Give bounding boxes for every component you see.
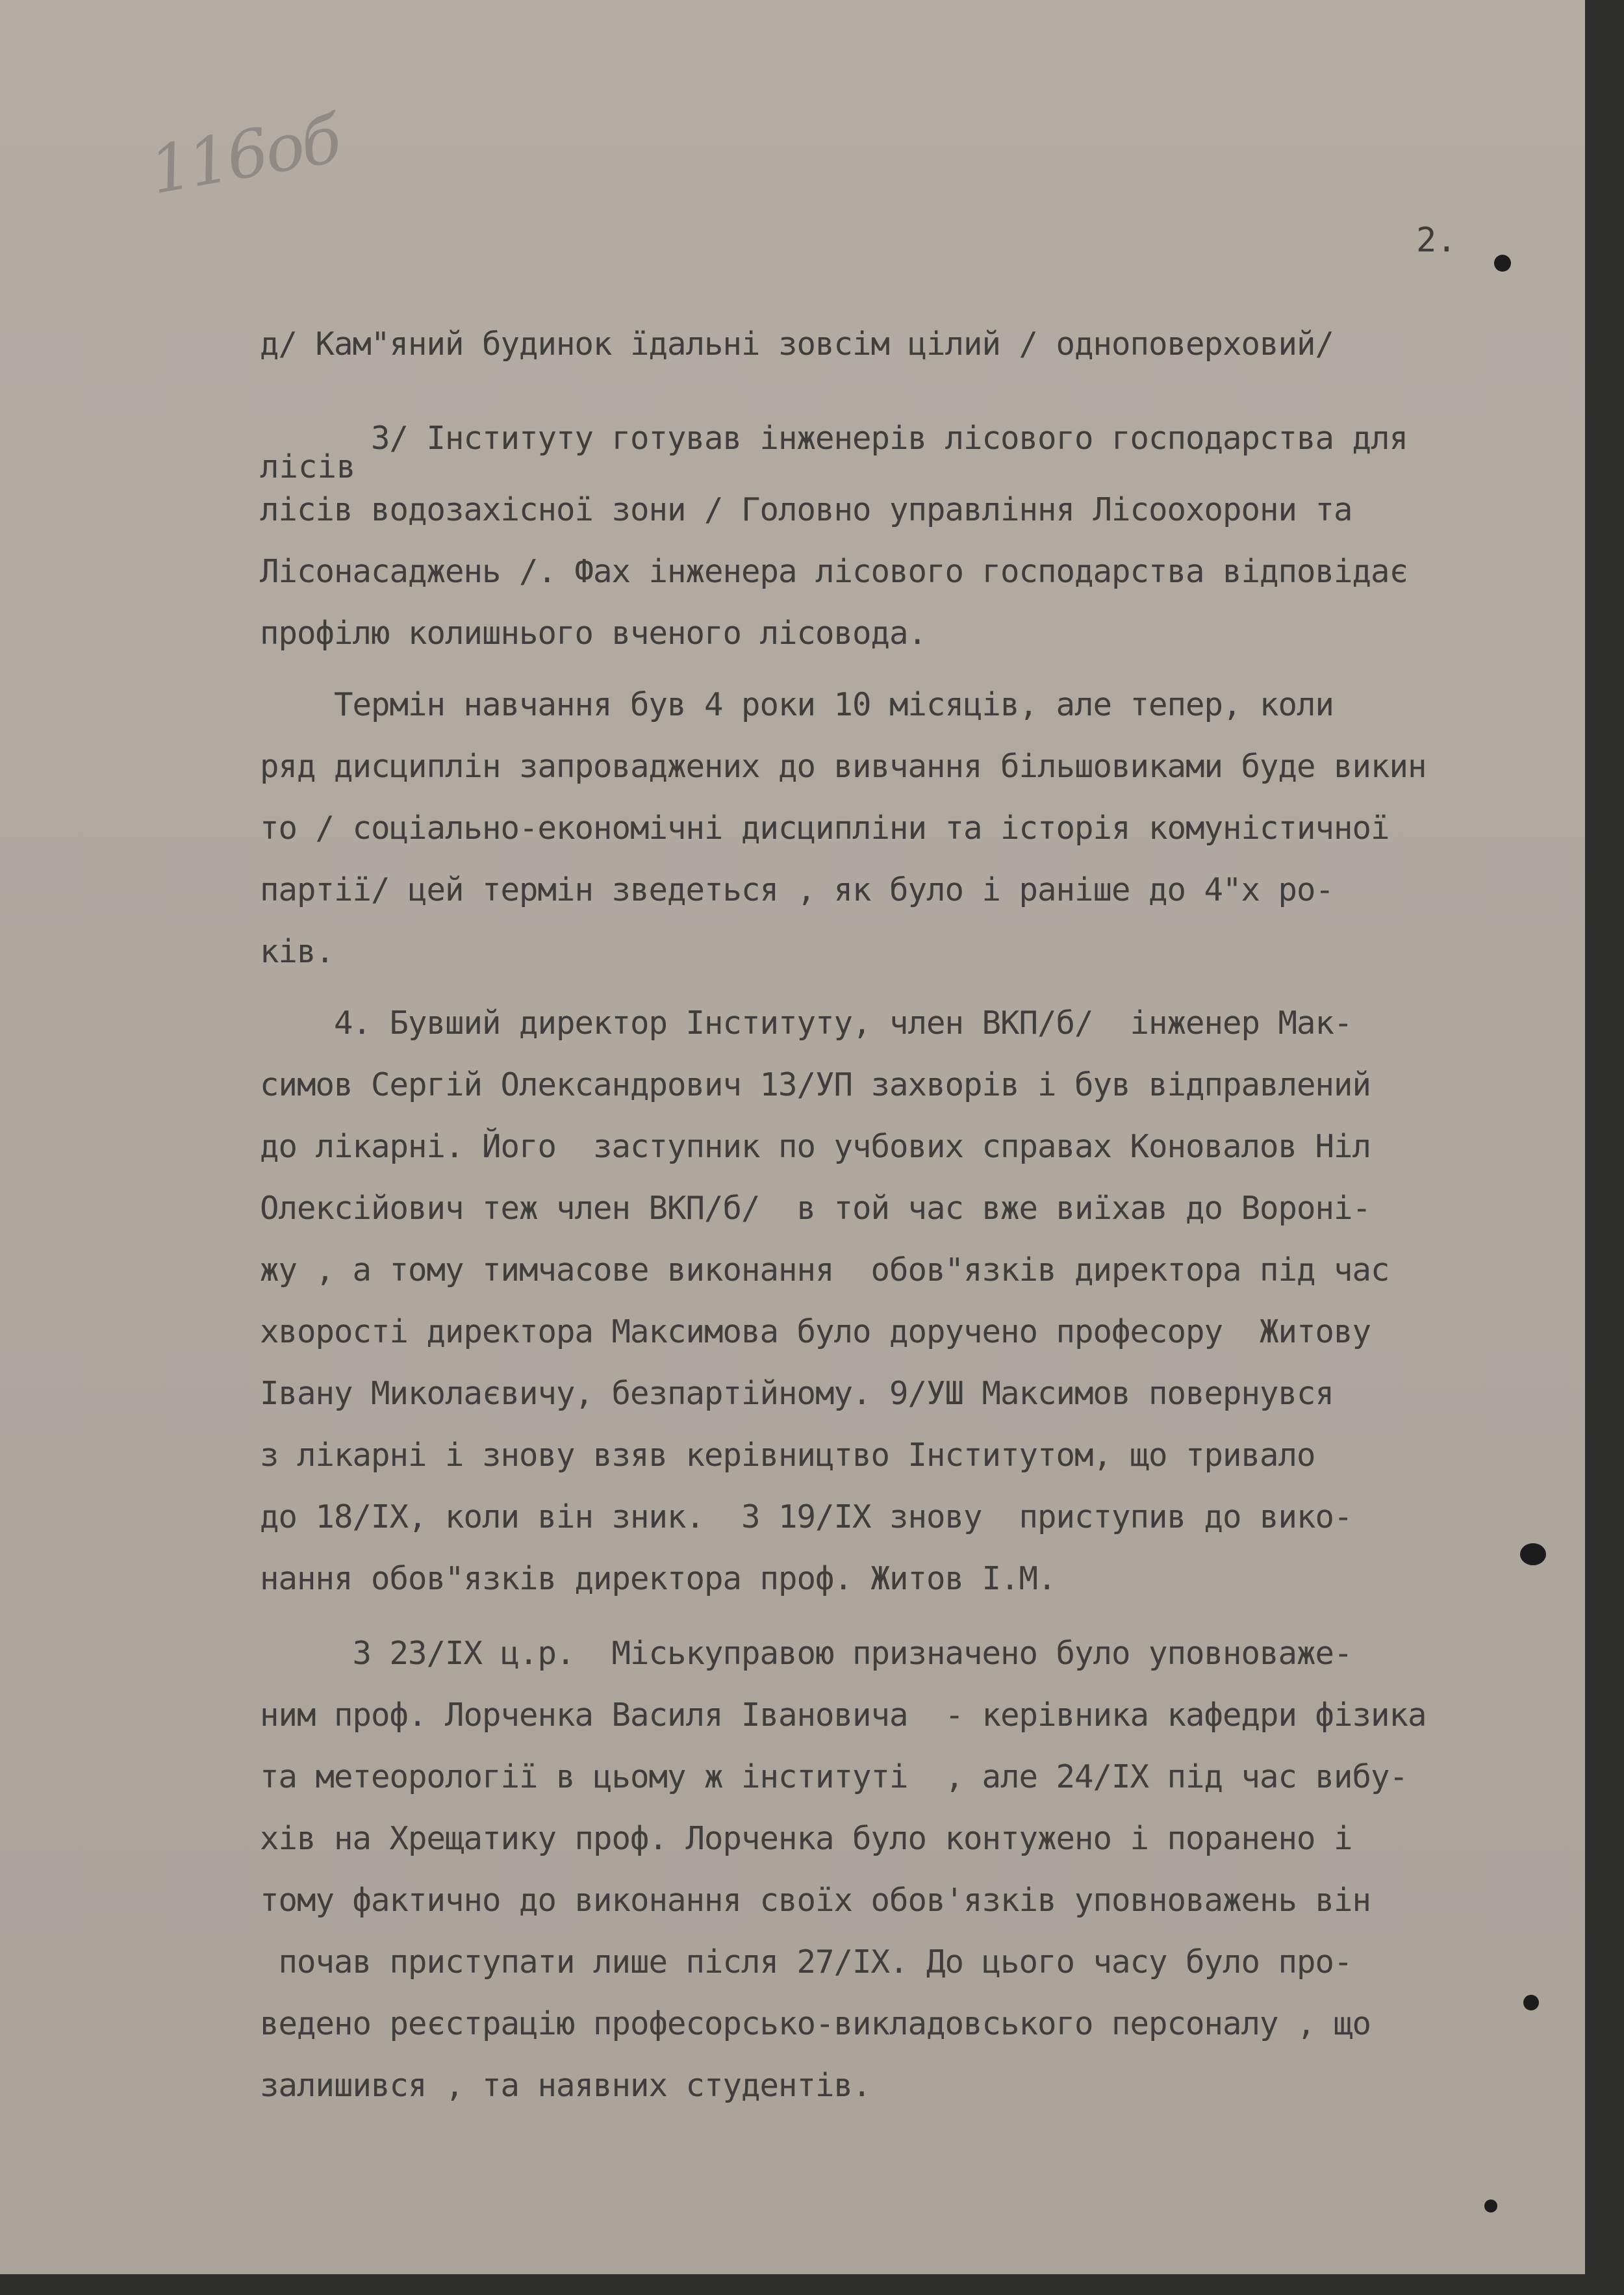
overstrike-text: лісів bbox=[260, 448, 356, 485]
text-line-8: то / соціально-економічні дисципліни та історія комуністичної bbox=[260, 810, 1389, 847]
binding-hole-mark bbox=[1523, 1995, 1539, 2010]
scan-border-right bbox=[1585, 0, 1624, 2295]
text-line-24: хів на Хрещатику проф. Лорченка було контужено і поранено і bbox=[260, 1820, 1352, 1857]
text-line-1: д/ Кам"яний будинок їдальні зовсім цілий / одноповерховий/ bbox=[260, 326, 1334, 363]
binding-hole-mark bbox=[1484, 2199, 1497, 2212]
text-line-27: ведено реєстрацію професорсько-викладовського персоналу , що bbox=[260, 2005, 1371, 2042]
text-line-20: нання обов"язків директора проф. Житов І.М. bbox=[260, 1560, 1056, 1597]
text-line-15: жу , а тому тимчасове виконання обов"язків директора під час bbox=[260, 1251, 1389, 1289]
text-line-3: лісів водозахісної зони / Головно управління Лісоохорони та bbox=[260, 491, 1352, 528]
archive-folio-mark: 116об bbox=[144, 101, 345, 209]
text-line-9: партії/ цей термін зведеться , як було і раніше до 4"х ро- bbox=[260, 871, 1334, 908]
scan-border-bottom bbox=[0, 2274, 1624, 2295]
text-line-6: Термін навчання був 4 роки 10 місяців, але тепер, коли bbox=[260, 686, 1334, 723]
text-line-19: до 18/ІХ, коли він зник. З 19/ІХ знову приступив до вико- bbox=[260, 1498, 1352, 1535]
text-line-16: хворості директора Максимова було доручено професору Житову bbox=[260, 1313, 1371, 1350]
text-line-17: Івану Миколаєвичу, безпартійному. 9/УШ Максимов повернувся bbox=[260, 1375, 1334, 1412]
binding-hole-mark bbox=[1520, 1543, 1546, 1565]
text-line-5: профілю колишнього вченого лісовода. bbox=[260, 615, 927, 652]
text-line-12: симов Сергій Олександрович 13/УП захворів і був відправлений bbox=[260, 1066, 1371, 1103]
text-line-21: З 23/ІХ ц.р. Міськуправою призначено було уповноваже- bbox=[260, 1635, 1352, 1672]
text-line-14: Олексійович теж член ВКП/б/ в той час вже виїхав до Вороні- bbox=[260, 1190, 1371, 1227]
text-line-22: ним проф. Лорченка Василя Івановича - керівника кафедри фізика bbox=[260, 1697, 1427, 1734]
text-line-10: ків. bbox=[260, 933, 335, 970]
text-line-4: Лісонасаджень /. Фах інженера лісового господарства відповідає bbox=[260, 553, 1408, 590]
text-line-25: тому фактично до виконання своїх обов'язків уповноважень він bbox=[260, 1882, 1371, 1919]
text-line-2: 3/ Інституту готував інженерів лісового господарства для bbox=[260, 420, 1408, 457]
page-number: 2. bbox=[1416, 221, 1457, 260]
text-line-28: залишився , та наявних студентів. bbox=[260, 2067, 871, 2104]
text-line-7: ряд дисциплін запроваджених до вивчання більшовиками буде викин bbox=[260, 748, 1427, 785]
text-line-11: 4. Бувший директор Інституту, член ВКП/б/ інженер Мак- bbox=[260, 1005, 1352, 1042]
text-line-13: до лікарні. Його заступник по учбових справах Коновалов Ніл bbox=[260, 1128, 1371, 1165]
binding-hole-mark bbox=[1494, 255, 1511, 272]
text-line-18: з лікарні і знову взяв керівництво Інститутом, що тривало bbox=[260, 1437, 1315, 1474]
text-line-26: почав приступати лише після 27/ІХ. До цього часу було про- bbox=[260, 1943, 1352, 1981]
text-line-23: та метеорології в цьому ж інституті , але 24/ІХ під час вибу- bbox=[260, 1758, 1408, 1795]
